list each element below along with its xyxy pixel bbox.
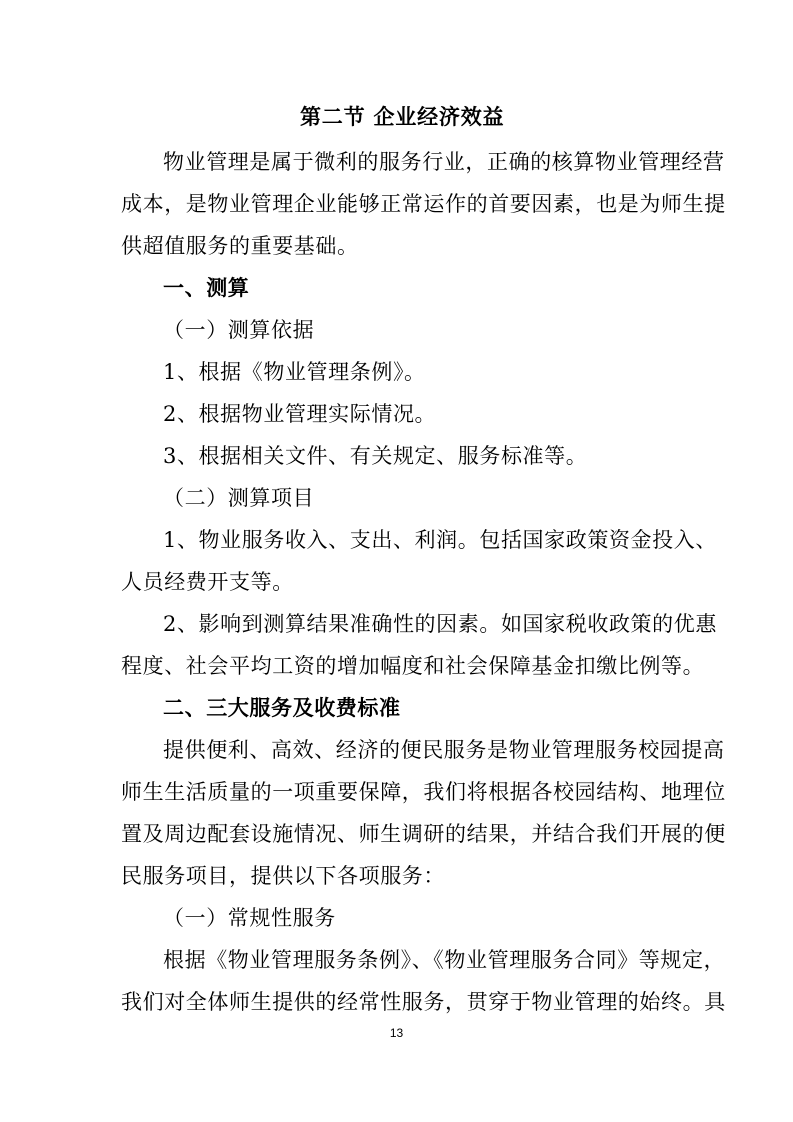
services-para-line-2: 师生生活质量的一项重要保障，我们将根据各校园结构、地理位 — [121, 780, 726, 804]
intro-line-2: 成本，是物业管理企业能够正常运作的首要因素，也是为师生提 — [121, 192, 726, 216]
basis-item-2: 2、根据物业管理实际情况。 — [163, 402, 437, 426]
heading-three-services: 二、三大服务及收费标准 — [163, 696, 401, 720]
routine-para-line-1: 根据《物业管理服务条例》、《物业管理服务合同》等规定， — [163, 948, 726, 972]
items-item-2-line-1: 2、影响到测算结果准确性的因素。如国家税收政策的优惠 — [163, 612, 717, 636]
heading-calculation: 一、测算 — [163, 276, 250, 300]
routine-para-line-2: 我们对全体师生提供的经常性服务，贯穿于物业管理的始终。具 — [121, 990, 726, 1014]
items-item-1-line-1: 1、物业服务收入、支出、利润。包括国家政策资金投入、 — [163, 528, 717, 552]
subheading-routine-services: （一）常规性服务 — [163, 906, 336, 930]
subheading-calculation-basis: （一）测算依据 — [163, 318, 315, 342]
page-number: 13 — [389, 1026, 404, 1040]
section-title: 第二节 企业经济效益 — [300, 105, 505, 129]
basis-item-3: 3、根据相关文件、有关规定、服务标准等。 — [163, 444, 588, 468]
subheading-calculation-items: （二）测算项目 — [163, 486, 315, 510]
items-item-2-line-2: 程度、社会平均工资的增加幅度和社会保障基金扣缴比例等。 — [121, 654, 705, 678]
intro-line-3: 供超值服务的重要基础。 — [121, 234, 359, 258]
services-para-line-1: 提供便利、高效、经济的便民服务是物业管理服务校园提高 — [163, 738, 725, 762]
basis-item-1: 1、根据《物业管理条例》。 — [163, 360, 426, 384]
services-para-line-3: 置及周边配套设施情况、师生调研的结果，并结合我们开展的便 — [121, 822, 726, 846]
services-para-line-4: 民服务项目，提供以下各项服务： — [121, 864, 445, 888]
intro-line-1: 物业管理是属于微利的服务行业，正确的核算物业管理经营 — [163, 150, 725, 174]
items-item-1-line-2: 人员经费开支等。 — [121, 570, 294, 594]
